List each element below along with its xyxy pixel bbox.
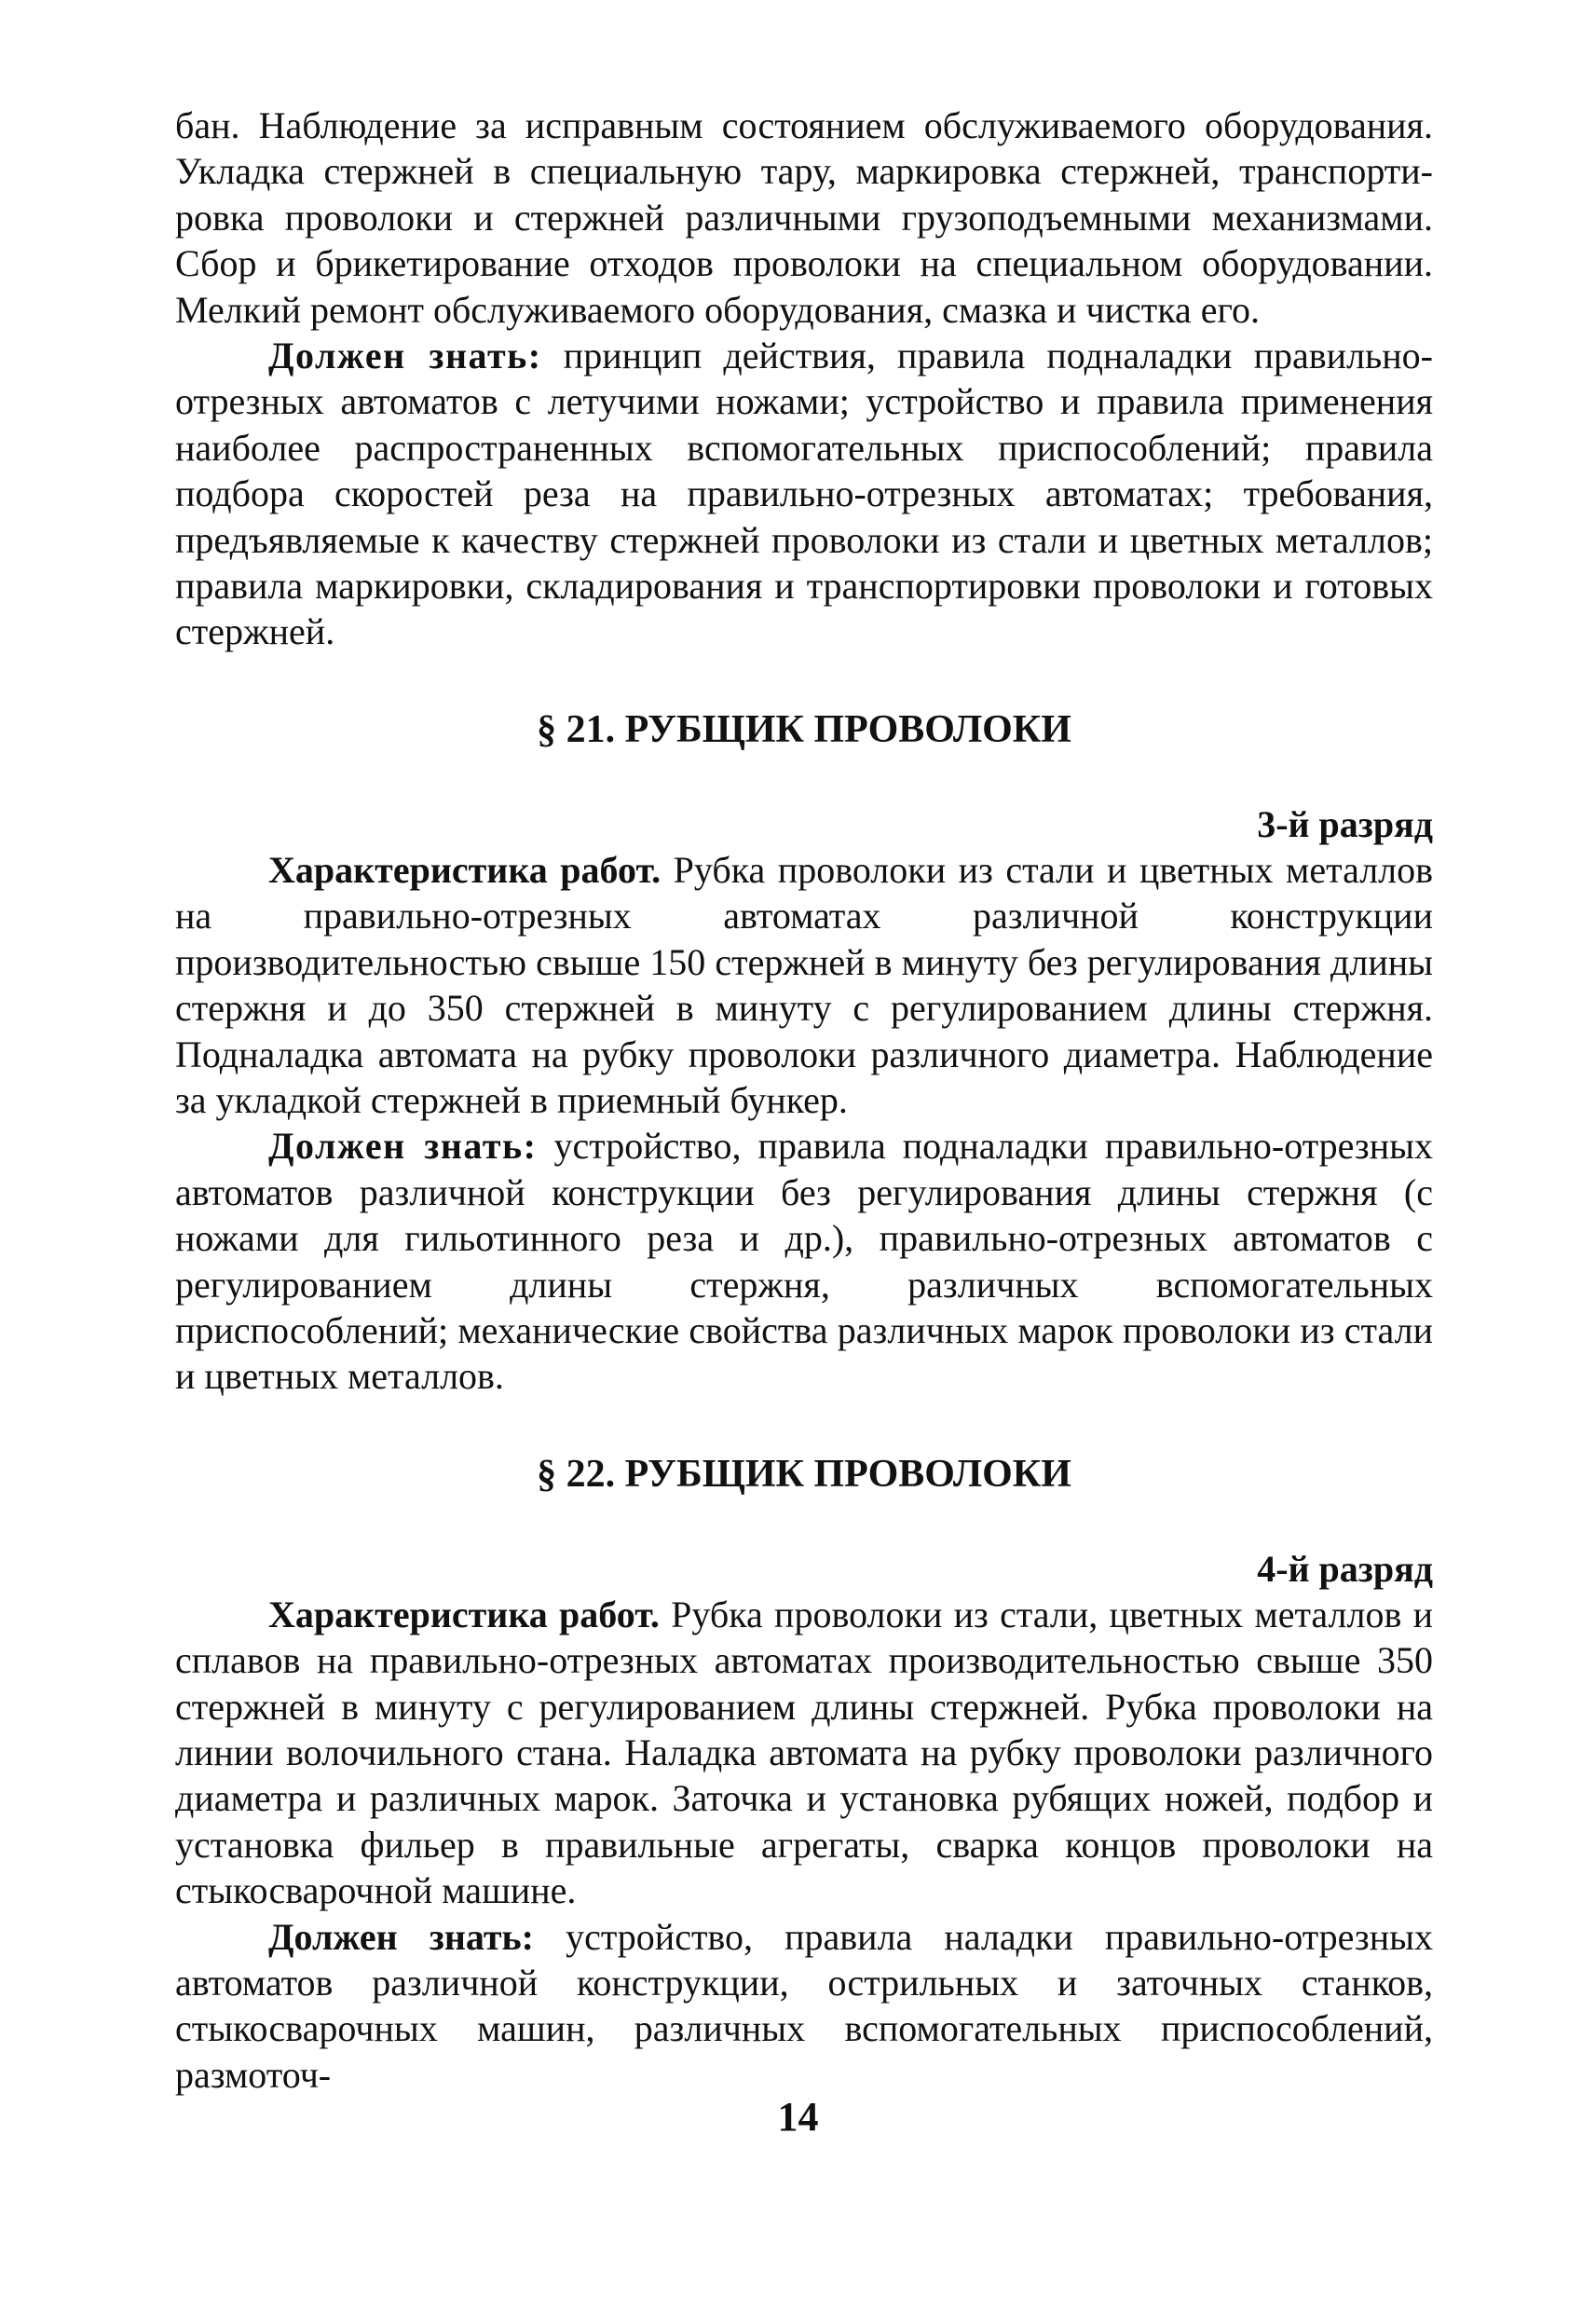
intro-line-2: Укладка стержней в специальную тару, маркировка стержней, транспорти-: [175, 150, 1433, 193]
knowledge-text: устройство, правила наладки правильно-отрезных автоматов различной конструкции, острильных и заточных станков, стыкосварочных машин, различных вспомогательных приспособлений, размоточ-: [175, 1915, 1433, 2096]
work-lead: Характеристика работ.: [268, 1593, 660, 1635]
intro-line-1: бан. Наблюдение за исправным состоянием обслуживаемого оборудования.: [175, 104, 1433, 146]
document-page: [175, 103, 1433, 2098]
intro-line-3: ровка проволоки и стержней различными грузоподъемными механизмами.: [175, 196, 1433, 239]
section-21-knowledge-paragraph: [175, 1123, 1433, 1399]
intro-paragraph: [175, 103, 1433, 333]
section-21-grade: 3-й разряд: [1257, 802, 1433, 845]
knowledge-lead: Должен знать:: [268, 1915, 534, 1958]
section-21-work-paragraph: [175, 847, 1433, 1123]
knowledge-text: устройство, правила подналадки правильно-отрезных автоматов различной конструкции без регулирования длины стержня (с ножами для гильотинного реза и др.), правильно-отрезных автоматов с регулированием длины стержня, различных вспомогательных приспособлений; механические свойства различных марок проволоки из стали и цветных металлов.: [175, 1125, 1433, 1398]
page-number: 14: [777, 2094, 819, 2140]
knowledge-lead: Должен знать:: [268, 335, 542, 377]
section-22-heading: § 22. РУБЩИК ПРОВОЛОКИ: [537, 1452, 1071, 1496]
knowledge-lead: Должен знать:: [268, 1125, 538, 1168]
work-lead: Характеристика работ.: [268, 848, 662, 891]
section-21-heading: § 21. РУБЩИК ПРОВОЛОКИ: [537, 707, 1071, 751]
intro-knowledge-paragraph: [175, 333, 1433, 655]
work-text: Рубка проволоки из стали, цветных металлов и сплавов на правильно-отрезных автоматах производительностью свыше 350 стержней в минуту с регулированием длины стержней. Рубка проволоки на линии волочильного стана. Наладка автомата на рубку проволоки различного диаметра и различных марок. Заточка и установка рубящих ножей, подбор и установка фильер в правильные агрегаты, сварка концов проволоки на стыкосварочной машине.: [175, 1593, 1433, 1912]
intro-line-4: Сбор и брикетирование отходов проволоки на специальном оборудовании.: [175, 242, 1433, 285]
section-22-work-paragraph: [175, 1592, 1433, 1914]
knowledge-text: принцип действия, правила подналадки правильно-отрезных автоматов с летучими ножами; устройство и правила применения наиболее распространенных вспомогательных приспособлений; правила подбора скоростей реза на правильно-отрезных автоматах; требования, предъявляемые к качеству стержней проволоки из стали и цветных металлов; правила маркировки, складирования и транспортировки проволоки и готовых стержней.: [175, 335, 1433, 653]
section-22-knowledge-paragraph: [175, 1914, 1433, 2099]
work-text: Рубка проволоки из стали и цветных металлов на правильно-отрезных автоматах различной конструкции производительностью свыше 150 стержней в минуту без регулирования длины стержня и до 350 стержней в минуту с регулированием длины стержня. Подналадка автомата на рубку проволоки различного диаметра. Наблюдение за укладкой стержней в приемный бункер.: [175, 848, 1433, 1121]
intro-line-5: Мелкий ремонт обслуживаемого оборудования, смазка и чистка его.: [175, 288, 1260, 331]
section-22-grade: 4-й разряд: [1257, 1547, 1433, 1590]
